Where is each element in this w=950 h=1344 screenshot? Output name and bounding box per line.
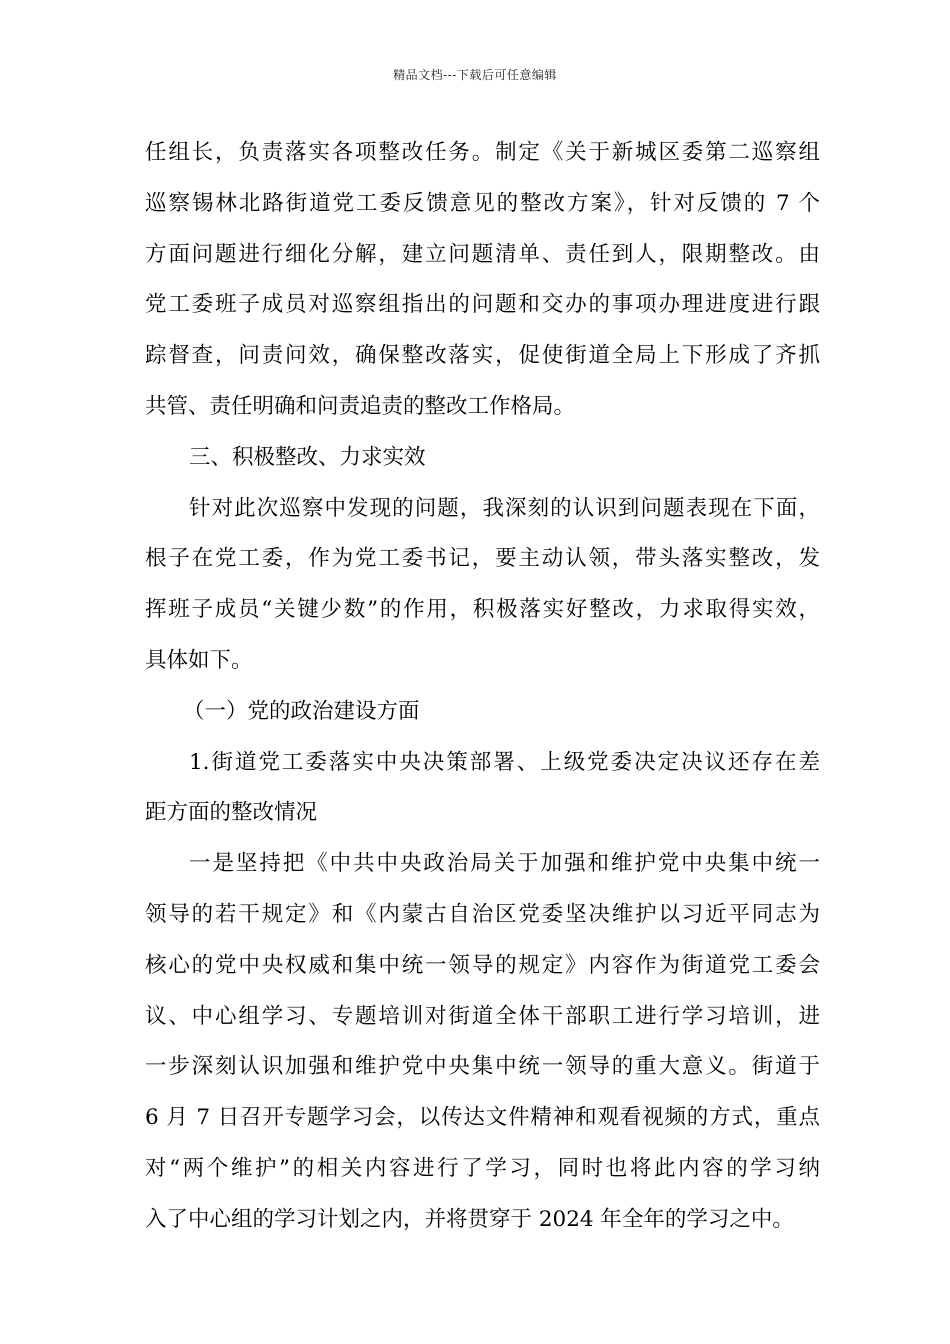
document-body xyxy=(145,128,820,1246)
text-line: 距方面的整改情况 xyxy=(145,800,318,826)
text-line: 议、中心组学习、专题培训对街道全体干部职工进行学习培训，进 xyxy=(145,1003,820,1029)
text-line: 领导的若干规定》和《内蒙古自治区党委坚决维护以习近平同志为 xyxy=(145,901,820,927)
section-heading-text: 三、积极整改、力求实效 xyxy=(189,444,426,470)
text-line: 根子在党工委，作为党工委书记，要主动认领，带头落实整改，发 xyxy=(145,546,820,572)
text-line: 1.街道党工委落实中央决策部署、上级党委决定决议还存在差 xyxy=(189,749,820,775)
text-line: 方面问题进行细化分解，建立问题清单、责任到人，限期整改。由 xyxy=(145,241,820,267)
text-line: 6 月 7 日召开专题学习会，以传达文件精神和观看视频的方式，重点 xyxy=(145,1105,820,1131)
text-line: 任组长，负责落实各项整改任务。制定《关于新城区委第二巡察组 xyxy=(145,140,820,165)
paragraph xyxy=(145,738,820,840)
text-line: 核心的党中央权威和集中统一领导的规定》内容作为街道党工委会 xyxy=(145,952,820,978)
paragraph xyxy=(145,484,820,687)
text-line: 巡察锡林北路街道党工委反馈意见的整改方案》，针对反馈的 7 个 xyxy=(145,190,820,216)
subsection-heading xyxy=(145,687,820,738)
text-line: 对“两个维护”的相关内容进行了学习，同时也将此内容的学习纳 xyxy=(145,1155,820,1181)
subsection-heading-text: （一）党的政治建设方面 xyxy=(183,698,420,724)
section-heading xyxy=(145,433,820,484)
text-line: 挥班子成员“关键少数”的作用，积极落实好整改，力求取得实效， xyxy=(145,597,820,623)
text-line: 入了中心组的学习计划之内，并将贯穿于 2024 年全年的学习之中。 xyxy=(145,1206,794,1232)
text-line: 共管、责任明确和问责追责的整改工作格局。 xyxy=(145,393,576,419)
text-line: 党工委班子成员对巡察组指出的问题和交办的事项办理进度进行跟 xyxy=(145,292,820,318)
page-header: 精品文档---下载后可任意编辑 xyxy=(393,68,557,82)
paragraph xyxy=(145,839,820,1245)
paragraph xyxy=(145,128,820,433)
text-line: 针对此次巡察中发现的问题，我深刻的认识到问题表现在下面， xyxy=(189,495,820,521)
text-line: 一是坚持把《中共中央政治局关于加强和维护党中央集中统一 xyxy=(189,851,820,877)
text-line: 具体如下。 xyxy=(145,647,253,673)
text-line: 踪督查，问责问效，确保整改落实，促使街道全局上下形成了齐抓 xyxy=(145,343,820,369)
text-line: 一步深刻认识加强和维护党中央集中统一领导的重大意义。街道于 xyxy=(145,1054,820,1080)
